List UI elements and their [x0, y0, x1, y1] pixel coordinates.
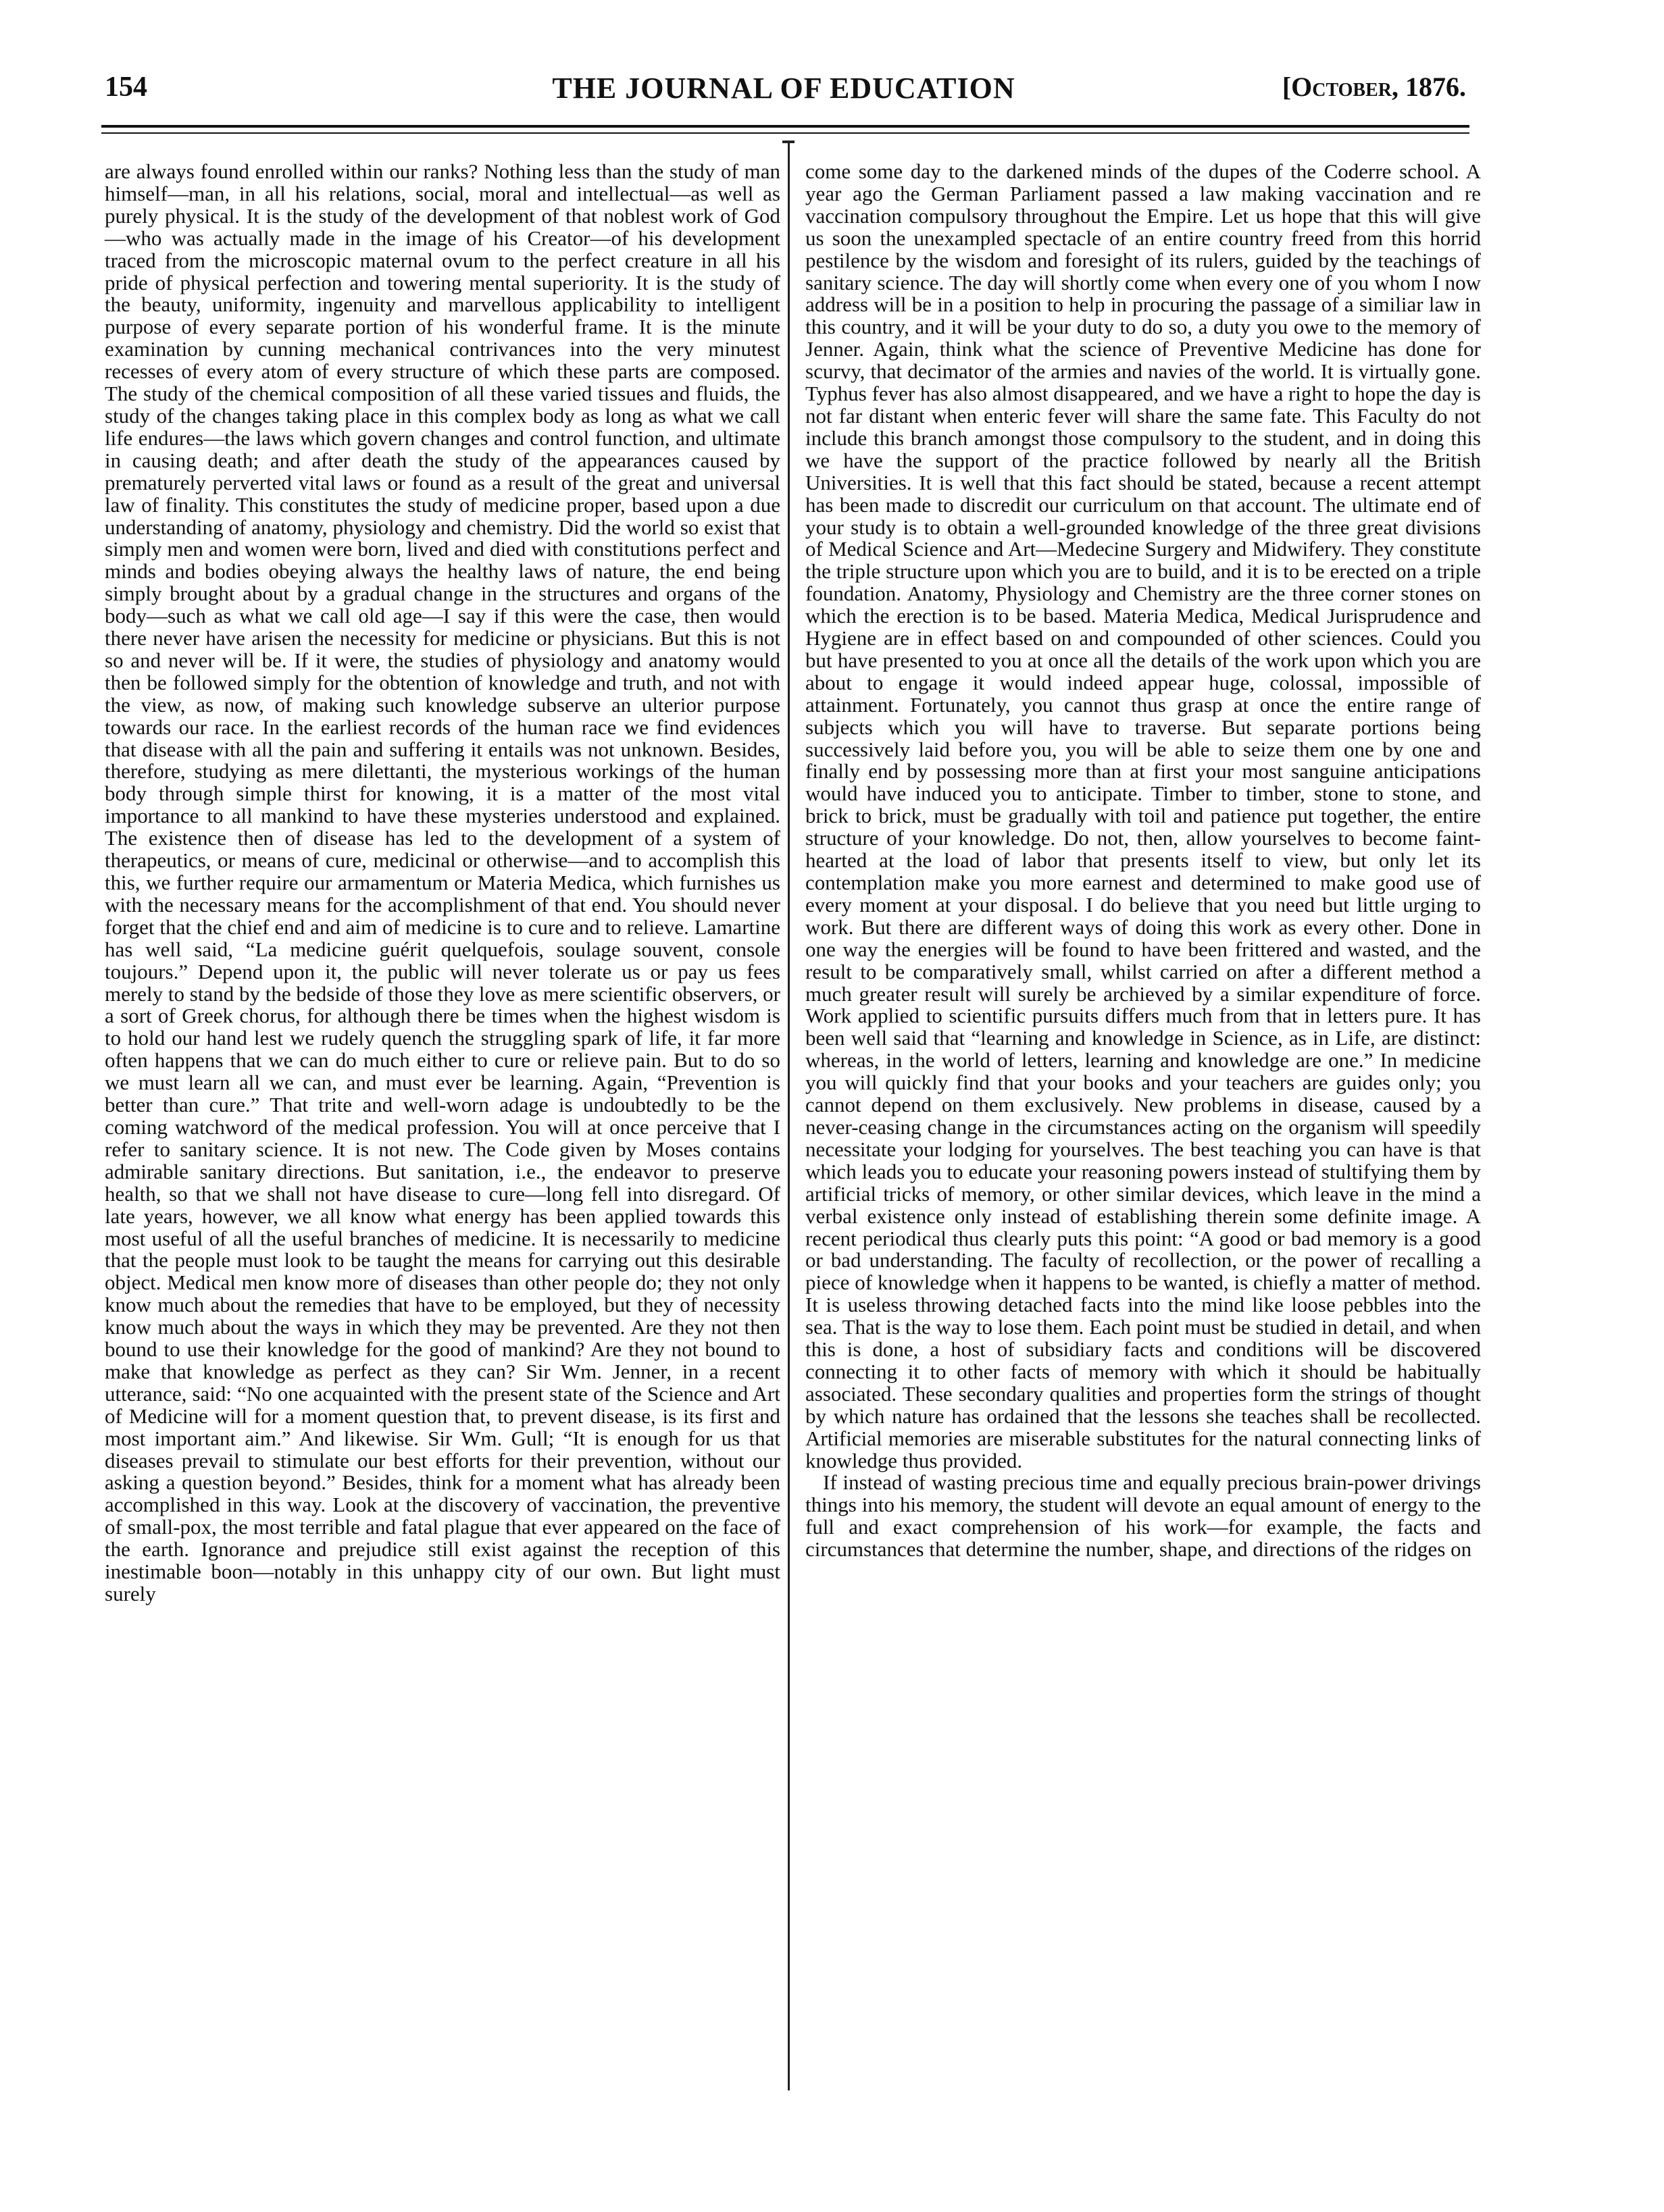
- column-divider: [788, 142, 790, 2090]
- page-number: 154: [105, 72, 147, 103]
- header-rule-thick: [101, 125, 1469, 128]
- page-header: [101, 71, 1466, 118]
- right-column-paragraph: If instead of wasting precious time and equally precious brain-power drivings things into his memory, the student will devote an equal amount of energy to the full and exact comprehension of his work—for example, the facts and circumstances that determine the number, shape, and directions of the ridges on: [805, 1470, 1481, 1562]
- header-rule-thin: [101, 132, 1469, 134]
- right-column-paragraph: come some day to the darkened minds of the dupes of the Coderre school. A year ago the German Parliament passed a law making vaccination and re vaccination compulsory throughout the Empire. Let us hope that this will give us soon the unexampled spectacle of an entire country freed from this horrid pestilence by the wisdom and foresight of its rulers, guided by the teachings of sanitary science. The day will shortly come when every one of you whom I now address will be in a position to help in procuring the passage of a similiar law in this country, and it will be your duty to do so, a duty you owe to the memory of Jenner. Again, think what the science of Preventive Medicine has done for scurvy, that decimator of the armies and navies of the world. It is virtually gone. Typhus fever has also almost disappeared, and we have a right to hope the day is not far distant when enteric fever will share the same fate. This Faculty do not include this branch amongst those compulsory to the student, and in doing this we have the support of the practice followed by nearly all the British Universities. It is well that this fact should be stated, because a recent attempt has been made to discredit our curriculum on that account. The ultimate end of your study is to obtain a well-grounded knowledge of the three great divisions of Medical Science and Art—Medecine Surgery and Midwifery. They constitute the triple structure upon which you are to build, and it is to be erected on a triple foundation. Anatomy, Physiology and Chemistry are the three corner stones on which the erection is to be based. Materia Medica, Medical Jurisprudence and Hygiene are in effect based on and compounded of other sciences. Could you but have presented to you at once all the details of the work upon which you are about to engage it would indeed appear huge, colossal, impossible of attainment. Fortunately, you cannot thus grasp at once the entire range of subjects which you will have to traverse. But separate portions being successively laid before you, you will be able to seize them one by one and finally end by possessing more than at first your most sanguine anticipations would have induced you to anticipate. Timber to timber, stone to stone, and brick to brick, must be gradually with toil and patience put together, the entire structure of your knowledge. Do not, then, allow yourselves to become faint-hearted at the load of labor that presents itself to view, but only let its contemplation make you more earnest and determined to make good use of every moment at your disposal. I do believe that you need but little urging to work. But there are different ways of doing this work as every other. Done in one way the energies will be found to have been frittered and wasted, and the result to be comparatively small, whilst carried on after a different method a much greater result will surely be archieved by a similar expenditure of force. Work applied to scientific pursuits differs much from that in letters pure. It has been well said that “learning and knowledge in Science, as in Life, are distinct: whereas, in the world of letters, learning and knowledge are one.” In medicine you will quickly find that your books and your teachers are guides only; you cannot depend on them exclusively. New problems in disease, caused by a never-ceasing change in the circumstances acting on the organism will speedily necessitate your lodging for yourselves. The best teaching you can have is that which leads you to educate your reasoning powers instead of stultifying them by artificial tricks of memory, or other similar devices, which leave in the mind a verbal existence only instead of establishing therein some definite image. A recent periodical thus clearly puts this point: “A good or bad memory is a good or bad understanding. The faculty of recollection, or the power of recalling a piece of knowledge when it happens to be wanted, is chiefly a matter of method. It is useless throwing detached facts into the mind like loose pebbles into the sea. That is the way to lose them. Each point must be studied in detail, and when this is done, a host of subsidiary facts and conditions will be discovered connecting it to other facts of memory with which it should be habitually associated. These secondary qualities and properties form the strings of thought by which nature has ordained that the lessons she teaches shall be recollected. Artificial memories are miserable substitutes for the natural connecting links of knowledge thus provided.: [805, 159, 1481, 1472]
- right-column: [805, 161, 1481, 1561]
- issue-date: [October, 1876.: [1282, 72, 1466, 102]
- left-column-paragraph: are always found enrolled within our ranks? Nothing less than the study of man himself—man, in all his relations, social, moral and intellectual—as well as purely physical. It is the study of the development of that noblest work of God—who was actually made in the image of his Creator—of his development traced from the microscopic maternal ovum to the perfect creature in all his pride of physical perfection and towering mental superiority. It is the study of the beauty, uniformity, ingenuity and marvellous applicability to intelligent purpose of every separate portion of his wonderful frame. It is the minute examination by cunning mechanical contrivances into the very minutest recesses of every atom of every structure of which these parts are composed. The study of the chemical composition of all these varied tissues and fluids, the study of the changes taking place in this complex body as long as what we call life endures—the laws which govern changes and control function, and ultimate in causing death; and after death the study of the appearances caused by prematurely perverted vital laws or found as a result of the great and universal law of finality. This constitutes the study of medicine proper, based upon a due understanding of anatomy, physiology and chemistry. Did the world so exist that simply men and women were born, lived and died with constitutions perfect and minds and bodies obeying always the healthy laws of nature, the end being simply brought about by a gradual change in the structures and organs of the body—such as what we call old age—I say if this were the case, then would there never have arisen the necessity for medicine or physicians. But this is not so and never will be. If it were, the studies of physiology and anatomy would then be followed simply for the obtention of knowledge and truth, and not with the view, as now, of making such knowledge subserve an ulterior purpose towards our race. In the earliest records of the human race we find evidences that disease with all the pain and suffering it entails was not unknown. Besides, therefore, studying as mere dilettanti, the mysterious workings of the human body through simple thirst for knowing, it is a matter of the most vital importance to all mankind to have these mysteries understood and explained. The existence then of disease has led to the development of a system of therapeutics, or means of cure, medicinal or otherwise—and to accomplish this this, we further require our armamentum or Materia Medica, which furnishes us with the necessary means for the accomplishment of that end. You should never forget that the chief end and aim of medicine is to cure and to relieve. Lamartine has well said, “La medicine guérit quelquefois, soulage souvent, console toujours.” Depend upon it, the public will never tolerate us or pay us fees merely to stand by the bedside of those they love as mere scientific observers, or a sort of Greek chorus, for although there be times when the highest wisdom is to hold our hand lest we rudely quench the struggling spark of life, it far more often happens that we can do much either to cure or relieve pain. But to do so we must learn all we can, and must ever be learning. Again, “Prevention is better than cure.” That trite and well-worn adage is undoubtedly to be the coming watchword of the medical profession. You will at once perceive that I refer to sanitary science. It is not new. The Code given by Moses contains admirable sanitary directions. But sanitation, i.e., the endeavor to preserve health, so that we shall not have disease to cure—long fell into disregard. Of late years, however, we all know what energy has been applied towards this most useful of all the useful branches of medicine. It is necessarily to medicine that the people must look to be taught the means for carrying out this desirable object. Medical men know more of diseases than other people do; they not only know much about the remedies that have to be employed, but they of necessity know much about the ways in which they may be prevented. Are they not then bound to use their knowledge for the good of mankind? Are they not bound to make that knowledge as perfect as they can? Sir Wm. Jenner, in a recent utterance, said: “No one acquainted with the present state of the Science and Art of Medicine will for a moment question that, to prevent disease, is its first and most important aim.” And likewise. Sir Wm. Gull; “It is enough for us that diseases prevail to stimulate our best efforts for their prevention, without our asking a question beyond.” Besides, think for a moment what has already been accomplished in this way. Look at the discovery of vaccination, the preventive of small-pox, the most terrible and fatal plague that ever appeared on the face of the earth. Ignorance and prejudice still exist against the reception of this inestimable boon—notably in this unhappy city of our own. But light must surely: [105, 159, 780, 1605]
- journal-title: THE JOURNAL OF EDUCATION: [552, 72, 1015, 105]
- left-column: [105, 161, 780, 1605]
